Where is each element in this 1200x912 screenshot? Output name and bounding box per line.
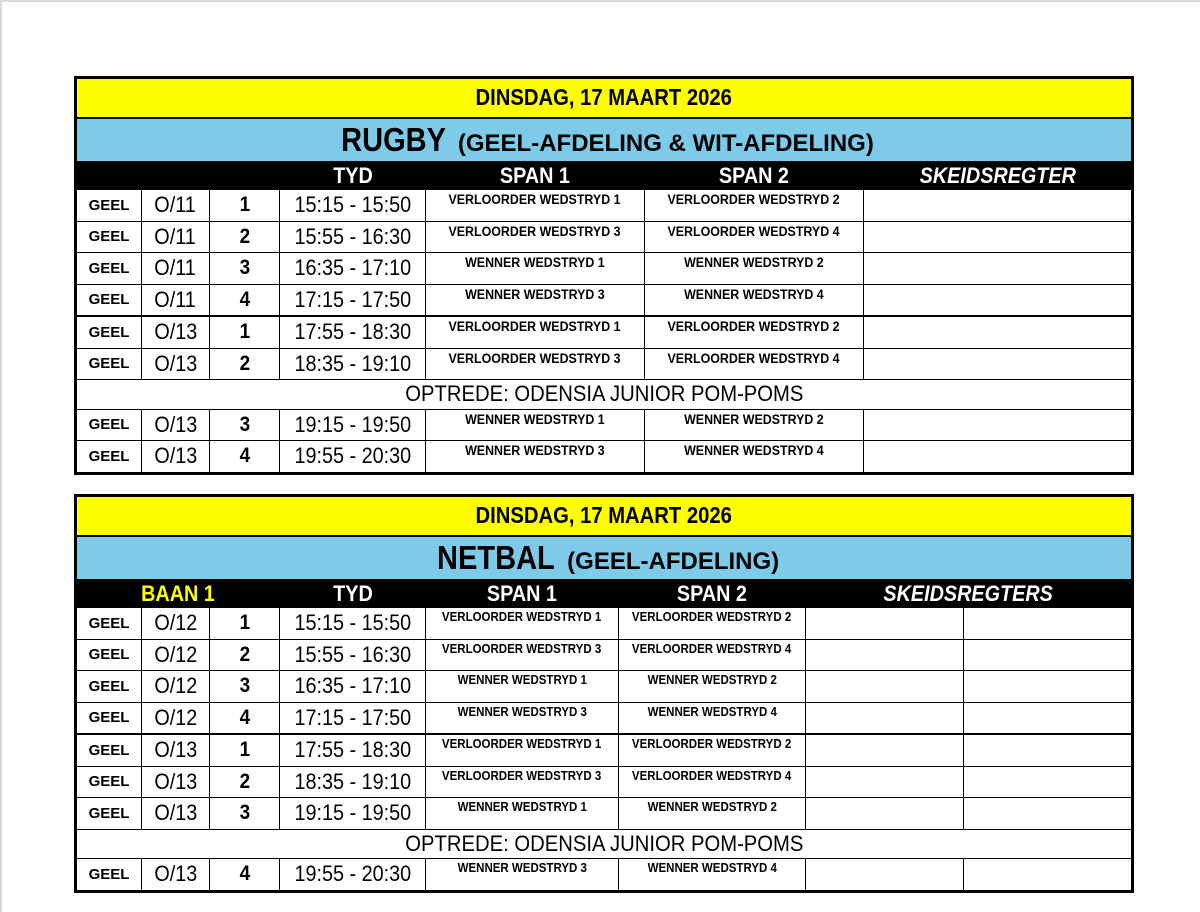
team2-cell: WENNER WEDSTRYD 2 [645,253,864,285]
division-cell: GEEL [76,859,142,892]
team2-cell: VERLOORDER WEDSTRYD 4 [619,766,806,798]
performance-row [76,829,1133,859]
netbal-header-referees: SKEIDSREGTERS [806,580,1133,608]
rugby-sport-row [76,118,1133,162]
performance-cell: OPTREDE: ODENSIA JUNIOR POM-POMS [76,829,1133,859]
referee-cell [806,734,964,766]
time-cell: 18:35 - 19:10 [280,348,426,380]
match-number-cell: 2 [210,348,280,380]
team1-cell: WENNER WEDSTRYD 1 [426,409,645,441]
referee-cell [964,702,1133,734]
team2-cell: WENNER WEDSTRYD 4 [645,441,864,474]
team2-cell: VERLOORDER WEDSTRYD 4 [619,639,806,671]
time-cell: 16:35 - 17:10 [280,671,426,703]
table-row [76,859,1133,892]
netbal-body [76,608,1133,892]
netbal-sport-row [76,536,1133,580]
team2-cell: WENNER WEDSTRYD 4 [645,284,864,316]
table-row [76,348,1133,380]
rugby-sport-subtitle: (GEEL-AFDELING & WIT-AFDELING) [457,129,874,157]
match-number-cell: 4 [210,859,280,892]
rugby-date: DINSDAG, 17 MAART 2026 [76,78,1133,118]
age-group-cell: O/13 [142,859,210,892]
division-cell: GEEL [76,221,142,253]
referee-cell [964,798,1133,830]
referee-cell [964,671,1133,703]
referee-cell [864,221,1133,253]
performance-cell: OPTREDE: ODENSIA JUNIOR POM-POMS [76,380,1133,410]
rugby-schedule-table [74,76,1134,475]
division-cell: GEEL [76,190,142,222]
team2-cell: VERLOORDER WEDSTRYD 4 [645,221,864,253]
team1-cell: VERLOORDER WEDSTRYD 3 [426,766,619,798]
team1-cell: WENNER WEDSTRYD 1 [426,253,645,285]
table-row [76,441,1133,474]
time-cell: 17:55 - 18:30 [280,734,426,766]
table-row [76,316,1133,348]
rugby-header-baan [76,162,280,190]
age-group-cell: O/13 [142,348,210,380]
netbal-header-team1: SPAN 1 [426,580,619,608]
referee-cell [864,441,1133,474]
rugby-header-team2: SPAN 2 [645,162,864,190]
referee-cell [964,639,1133,671]
match-number-cell: 3 [210,671,280,703]
match-number-cell: 1 [210,608,280,640]
referee-cell [806,766,964,798]
time-cell: 19:55 - 20:30 [280,441,426,474]
rugby-sport-name: RUGBY [341,120,447,158]
division-cell: GEEL [76,734,142,766]
age-group-cell: O/13 [142,734,210,766]
team1-cell: VERLOORDER WEDSTRYD 1 [426,190,645,222]
referee-cell [864,316,1133,348]
time-cell: 17:15 - 17:50 [280,702,426,734]
division-cell: GEEL [76,608,142,640]
team1-cell: VERLOORDER WEDSTRYD 3 [426,639,619,671]
referee-cell [964,766,1133,798]
time-cell: 15:15 - 15:50 [280,608,426,640]
performance-row [76,380,1133,410]
time-cell: 19:15 - 19:50 [280,798,426,830]
time-cell: 18:35 - 19:10 [280,766,426,798]
team1-cell: WENNER WEDSTRYD 3 [426,702,619,734]
age-group-cell: O/12 [142,608,210,640]
referee-cell [806,608,964,640]
table-row [76,671,1133,703]
division-cell: GEEL [76,348,142,380]
table-row [76,734,1133,766]
age-group-cell: O/12 [142,671,210,703]
age-group-cell: O/13 [142,766,210,798]
age-group-cell: O/12 [142,702,210,734]
age-group-cell: O/11 [142,253,210,285]
age-group-cell: O/12 [142,639,210,671]
team2-cell: VERLOORDER WEDSTRYD 2 [645,316,864,348]
table-row [76,190,1133,222]
netbal-sport-name: NETBAL [436,538,555,576]
match-number-cell: 1 [210,734,280,766]
team1-cell: VERLOORDER WEDSTRYD 1 [426,316,645,348]
time-cell: 19:15 - 19:50 [280,409,426,441]
team1-cell: WENNER WEDSTRYD 3 [426,284,645,316]
referee-cell [806,639,964,671]
rugby-header-time: TYD [280,162,426,190]
match-number-cell: 1 [210,316,280,348]
table-row [76,409,1133,441]
age-group-cell: O/13 [142,409,210,441]
team1-cell: VERLOORDER WEDSTRYD 1 [426,608,619,640]
team1-cell: WENNER WEDSTRYD 1 [426,671,619,703]
netbal-header-time: TYD [280,580,426,608]
netbal-date: DINSDAG, 17 MAART 2026 [76,496,1133,536]
referee-cell [806,702,964,734]
team1-cell: VERLOORDER WEDSTRYD 3 [426,221,645,253]
time-cell: 15:15 - 15:50 [280,190,426,222]
table-row [76,284,1133,316]
netbal-header-baan: BAAN 1 [76,580,280,608]
rugby-header-row [76,162,1133,190]
referee-cell [864,190,1133,222]
team1-cell: WENNER WEDSTRYD 3 [426,859,619,892]
team1-cell: VERLOORDER WEDSTRYD 1 [426,734,619,766]
referee-cell [964,859,1133,892]
time-cell: 17:55 - 18:30 [280,316,426,348]
division-cell: GEEL [76,253,142,285]
match-number-cell: 4 [210,441,280,474]
match-number-cell: 3 [210,798,280,830]
age-group-cell: O/13 [142,316,210,348]
netbal-date-row [76,496,1133,536]
table-row [76,798,1133,830]
age-group-cell: O/13 [142,798,210,830]
division-cell: GEEL [76,766,142,798]
table-row [76,608,1133,640]
referee-cell [864,253,1133,285]
match-number-cell: 3 [210,409,280,441]
team2-cell: VERLOORDER WEDSTRYD 2 [645,190,864,222]
netbal-schedule-table [74,494,1134,893]
time-cell: 15:55 - 16:30 [280,221,426,253]
division-cell: GEEL [76,284,142,316]
division-cell: GEEL [76,409,142,441]
match-number-cell: 1 [210,190,280,222]
netbal-header-row [76,580,1133,608]
time-cell: 17:15 - 17:50 [280,284,426,316]
referee-cell [806,798,964,830]
team2-cell: VERLOORDER WEDSTRYD 2 [619,734,806,766]
age-group-cell: O/13 [142,441,210,474]
division-cell: GEEL [76,798,142,830]
referee-cell [864,284,1133,316]
match-number-cell: 2 [210,639,280,671]
table-row [76,639,1133,671]
team1-cell: WENNER WEDSTRYD 1 [426,798,619,830]
rugby-header-team1: SPAN 1 [426,162,645,190]
time-cell: 19:55 - 20:30 [280,859,426,892]
referee-cell [864,348,1133,380]
team1-cell: WENNER WEDSTRYD 3 [426,441,645,474]
team2-cell: VERLOORDER WEDSTRYD 2 [619,608,806,640]
match-number-cell: 4 [210,284,280,316]
netbal-sport-subtitle: (GEEL-AFDELING) [567,547,780,575]
rugby-body [76,190,1133,474]
team2-cell: WENNER WEDSTRYD 2 [619,671,806,703]
division-cell: GEEL [76,639,142,671]
netbal-header-team2: SPAN 2 [619,580,806,608]
rugby-date-row [76,78,1133,118]
referee-cell [964,608,1133,640]
division-cell: GEEL [76,441,142,474]
time-cell: 16:35 - 17:10 [280,253,426,285]
team2-cell: WENNER WEDSTRYD 2 [645,409,864,441]
netbal-sport-title [76,536,1133,580]
match-number-cell: 2 [210,766,280,798]
rugby-header-referee: SKEIDSREGTER [864,162,1133,190]
time-cell: 15:55 - 16:30 [280,639,426,671]
age-group-cell: O/11 [142,284,210,316]
rugby-sport-title [76,118,1133,162]
match-number-cell: 4 [210,702,280,734]
table-row [76,702,1133,734]
table-row [76,253,1133,285]
team2-cell: WENNER WEDSTRYD 4 [619,859,806,892]
referee-cell [964,734,1133,766]
referee-cell [806,859,964,892]
team2-cell: WENNER WEDSTRYD 4 [619,702,806,734]
team2-cell: VERLOORDER WEDSTRYD 4 [645,348,864,380]
match-number-cell: 2 [210,221,280,253]
division-cell: GEEL [76,316,142,348]
team2-cell: WENNER WEDSTRYD 2 [619,798,806,830]
team1-cell: VERLOORDER WEDSTRYD 3 [426,348,645,380]
referee-cell [806,671,964,703]
referee-cell [864,409,1133,441]
match-number-cell: 3 [210,253,280,285]
table-row [76,766,1133,798]
division-cell: GEEL [76,671,142,703]
age-group-cell: O/11 [142,221,210,253]
division-cell: GEEL [76,702,142,734]
table-row [76,221,1133,253]
age-group-cell: O/11 [142,190,210,222]
